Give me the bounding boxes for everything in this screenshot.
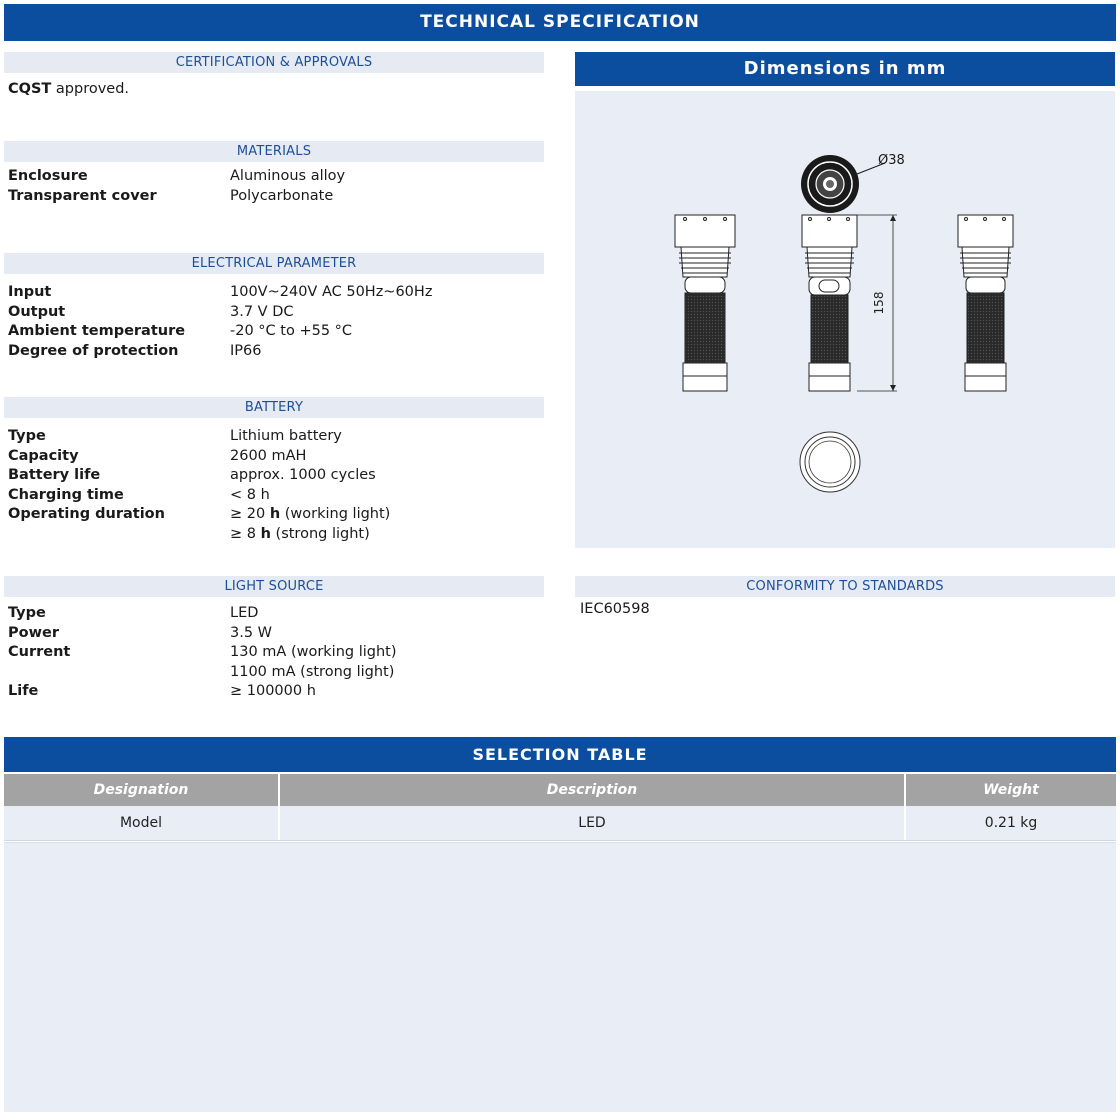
certification-header: CERTIFICATION & APPROVALS: [4, 52, 544, 73]
spec-label: Enclosure: [8, 168, 88, 184]
light-row: [8, 682, 397, 702]
length-label: 158: [872, 291, 886, 315]
table-cell-weight: 0.21 kg: [984, 815, 1038, 831]
column-header-description: Description: [280, 774, 906, 806]
selection-table-title: SELECTION TABLE: [4, 737, 1116, 772]
operating-unit: h: [260, 525, 271, 542]
electrical-header: ELECTRICAL PARAMETER: [4, 253, 544, 274]
column-header-designation: Designation: [4, 774, 280, 806]
materials-row: [8, 167, 345, 187]
spec-label: Type: [8, 428, 46, 444]
table-header-row: [4, 774, 1116, 806]
top-view: [801, 153, 905, 213]
operating-prefix: ≥ 20: [230, 506, 270, 522]
spec-label: Capacity: [8, 447, 79, 464]
dimensions-panel: [575, 91, 1115, 548]
operating-suffix: (working light): [280, 506, 391, 522]
spec-label: Battery life: [8, 467, 101, 483]
spec-value: 2600 mAH: [230, 447, 307, 464]
spec-label: Power: [8, 624, 59, 641]
light-row: [8, 663, 397, 683]
spec-value: IP66: [230, 342, 262, 359]
spec-value: < 8 h: [230, 486, 270, 503]
materials-header: MATERIALS: [4, 141, 544, 162]
light-source-list: [8, 604, 397, 702]
table-empty-area: [4, 842, 1116, 1112]
certification-body: CQST: [8, 81, 52, 97]
spec-label: Type: [8, 605, 46, 621]
side-view-left: [675, 215, 735, 391]
spec-label: Operating duration: [8, 506, 165, 522]
operating-prefix: ≥ 8: [230, 525, 261, 542]
battery-row: [8, 525, 390, 545]
spec-label-empty: [8, 525, 230, 545]
light-row: [8, 604, 397, 624]
spec-value: 100V~240V AC 50Hz~60Hz: [230, 284, 433, 300]
spec-value: 130 mA (working light): [230, 644, 397, 660]
spec-label: [8, 663, 230, 683]
dimensions-header: Dimensions in mm: [575, 52, 1115, 86]
spec-label: Input: [8, 284, 52, 300]
operating-unit: h: [269, 506, 281, 522]
table-row: [4, 806, 1116, 841]
spec-value: 1100 mA (strong light): [230, 663, 395, 680]
table-cell-description: LED: [280, 806, 906, 840]
spec-value: ≥ 100000 h: [230, 683, 316, 699]
column-header-weight: Weight: [983, 782, 1039, 798]
spec-value: LED: [230, 605, 259, 621]
flashlight-drawing: [575, 91, 1115, 548]
battery-row: [8, 486, 390, 506]
side-view-right: [958, 215, 1013, 391]
diameter-label: Ø38: [878, 153, 905, 168]
battery-header: BATTERY: [4, 397, 544, 418]
spec-label: Transparent cover: [8, 187, 157, 204]
light-row: [8, 624, 397, 644]
spec-label: Ambient temperature: [8, 323, 186, 339]
side-view-center: [802, 215, 857, 391]
table-cell-designation: Model: [4, 806, 280, 840]
light-row: [8, 643, 397, 663]
electrical-row: [8, 283, 432, 303]
spec-value: [230, 525, 370, 545]
certification-text: [8, 81, 129, 97]
battery-row: [8, 427, 390, 447]
spec-label: Output: [8, 303, 66, 320]
spec-value: Lithium battery: [230, 428, 342, 444]
spec-value: approx. 1000 cycles: [230, 467, 376, 483]
conformity-header: CONFORMITY TO STANDARDS: [575, 576, 1115, 597]
electrical-row: [8, 342, 432, 362]
materials-list: [8, 167, 345, 206]
spec-value: [230, 505, 390, 525]
selection-table: [4, 774, 1116, 841]
spec-value: -20 °C to +55 °C: [230, 323, 353, 339]
battery-row: [8, 466, 390, 486]
spec-label: Charging time: [8, 486, 124, 503]
operating-suffix: (strong light): [270, 525, 370, 542]
materials-row: [8, 187, 345, 207]
spec-value: 3.7 V DC: [230, 303, 294, 320]
spec-label: Current: [8, 644, 71, 660]
spec-value: Aluminous alloy: [230, 168, 346, 184]
spec-label: Life: [8, 683, 39, 699]
battery-list: [8, 427, 390, 544]
conformity-value: IEC60598: [580, 601, 650, 617]
length-dimension: [857, 215, 897, 391]
light-source-header: LIGHT SOURCE: [4, 576, 544, 597]
spec-value: 3.5 W: [230, 624, 273, 641]
page-title: TECHNICAL SPECIFICATION: [4, 4, 1116, 41]
battery-row: [8, 505, 390, 525]
spec-value: Polycarbonate: [230, 187, 334, 204]
electrical-row: [8, 303, 432, 323]
spec-label: Degree of protection: [8, 342, 179, 359]
electrical-row: [8, 322, 432, 342]
electrical-list: [8, 283, 432, 361]
battery-row: [8, 447, 390, 467]
certification-rest: approved.: [51, 81, 130, 97]
bottom-view: [800, 432, 860, 492]
